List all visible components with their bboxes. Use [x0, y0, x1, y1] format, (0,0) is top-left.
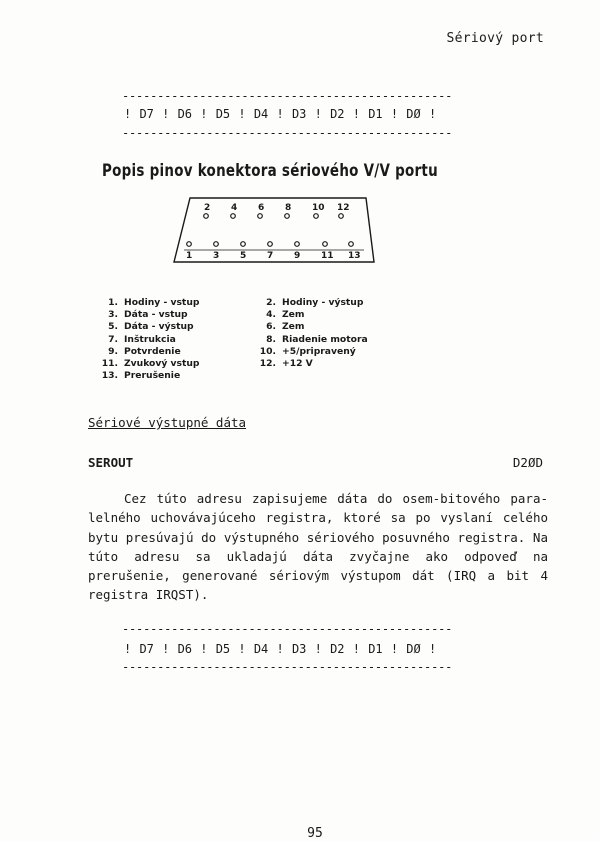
pin-entry-number: 3.: [108, 309, 118, 321]
pin-entry-label: Inštrukcia: [124, 333, 176, 345]
pin-hole: [241, 242, 246, 247]
pin-hole: [214, 242, 219, 247]
pin-number-4: 4: [231, 203, 238, 213]
pin-hole: [314, 214, 319, 219]
description-paragraph: [88, 489, 548, 605]
pin-list-right: [250, 297, 368, 370]
pin-entry-label: Hodiny - vstup: [124, 297, 200, 308]
register-name: SEROUT: [88, 455, 134, 470]
pin-number-1: 1: [186, 251, 193, 261]
pin-hole: [285, 214, 290, 219]
pin-number-10: 10: [312, 203, 325, 213]
pin-hole: [349, 242, 354, 247]
diagram-title: Popis pinov konektora sériového V/V portu: [102, 161, 438, 181]
pin-number-8: 8: [285, 203, 292, 213]
pin-number-12: 12: [337, 203, 350, 213]
pin-entry: [250, 346, 368, 358]
pin-entry-label: Hodiny - výstup: [282, 297, 364, 308]
pin-entry-label: +5/pripravený: [282, 345, 356, 357]
bit-table-bottom-bits: ! D7 ! D6 ! D5 ! D4 ! D3 ! D2 ! D1 ! DØ !: [124, 642, 437, 656]
pin-entry: [92, 297, 200, 309]
pin-entry-label: Dáta - výstup: [124, 321, 194, 333]
pin-number-9: 9: [294, 251, 301, 261]
bit-table-top-rule-lower: -----------------------------------------------: [122, 126, 453, 140]
paragraph-text: Cez túto adresu zapisujeme dáta do osem-bitového para-lelného uchovávajúceho registra, ktoré sa po vyslaní celého bytu presúvajú do výstupného sériového posuvného registra. Na túto adresu sa ukladajú dáta zvyčajne ako odpoveď na prerušenie, generované sériovým výstupom dát (IRQ a bit 4 registra IRQST).: [88, 491, 548, 603]
register-address: D2ØD: [512, 455, 543, 470]
pin-entry: [250, 309, 368, 321]
pin-entry-label: Potvrdenie: [124, 345, 181, 357]
pin-entry: [92, 309, 200, 321]
pin-number-6: 6: [258, 203, 265, 213]
pin-entry-number: 8.: [266, 333, 276, 345]
pin-hole: [268, 242, 273, 247]
bit-table-bottom-rule-lower: -----------------------------------------------: [122, 660, 453, 674]
pin-entry-number: 11.: [101, 358, 118, 370]
pin-list-left: [92, 297, 200, 382]
pin-entry-number: 10.: [259, 345, 276, 357]
pin-hole: [204, 214, 209, 219]
pin-entry: [250, 334, 368, 346]
pin-entry: [92, 321, 200, 333]
pin-hole: [295, 242, 300, 247]
pin-entry-label: Zvukový vstup: [124, 358, 200, 370]
pin-entry-number: 4.: [266, 309, 276, 321]
pin-entry-label: Zem: [282, 321, 305, 333]
page-number: 95: [307, 826, 323, 841]
page-header-title: Sériový port: [446, 31, 544, 46]
pin-entry: [250, 297, 368, 309]
pin-entry-number: 9.: [108, 345, 118, 357]
pin-hole: [339, 214, 344, 219]
pin-entry-number: 1.: [108, 297, 118, 308]
bit-table-bottom-rule-upper: -----------------------------------------------: [122, 622, 453, 636]
pin-entry: [250, 358, 368, 370]
pin-entry: [92, 370, 200, 382]
pin-number-11: 11: [321, 251, 334, 261]
pin-hole: [323, 242, 328, 247]
pin-entry-label: Riadenie motora: [282, 333, 368, 345]
pin-number-13: 13: [348, 251, 361, 261]
pin-entry-number: 12.: [259, 358, 276, 370]
pin-hole: [258, 214, 263, 219]
pin-hole: [187, 242, 192, 247]
pin-entry: [92, 346, 200, 358]
pin-entry-number: 7.: [108, 333, 118, 345]
pin-entry: [92, 358, 200, 370]
pin-number-3: 3: [213, 251, 220, 261]
pin-entry-label: Dáta - vstup: [124, 309, 188, 321]
pin-entry-number: 5.: [108, 321, 118, 333]
pin-entry-number: 13.: [101, 370, 118, 382]
pin-entry-number: 6.: [266, 321, 276, 333]
pin-entry-label: Zem: [282, 309, 305, 321]
pin-entry-label: +12 V: [282, 358, 313, 370]
pin-hole: [231, 214, 236, 219]
pin-number-7: 7: [267, 251, 274, 261]
pin-entry: [250, 321, 368, 333]
pin-number-5: 5: [240, 251, 247, 261]
bit-table-top-rule-upper: -----------------------------------------------: [122, 89, 453, 103]
pin-entry: [92, 334, 200, 346]
connector-diagram: [170, 196, 380, 268]
pin-entry-label: Prerušenie: [124, 370, 181, 382]
bit-table-top-bits: ! D7 ! D6 ! D5 ! D4 ! D3 ! D2 ! D1 ! DØ !: [124, 107, 437, 121]
pin-number-2: 2: [204, 203, 211, 213]
pin-entry-number: 2.: [266, 297, 276, 308]
section-heading: Sériové výstupné dáta: [88, 415, 247, 430]
